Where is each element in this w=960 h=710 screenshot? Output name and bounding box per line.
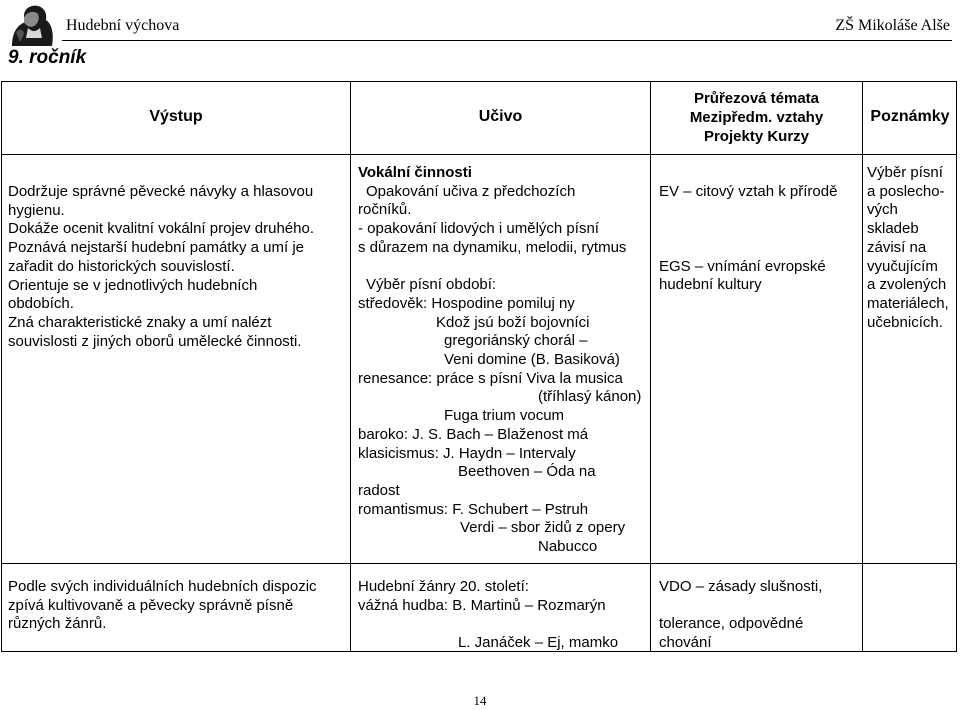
- grade-title: 9. ročník: [8, 47, 87, 68]
- column-header-prurezova: [651, 89, 862, 146]
- text-line: různých žánrů.: [8, 615, 107, 633]
- text-line: a poslecho-: [867, 182, 945, 200]
- row1-prurezova: [659, 183, 837, 295]
- text-line: Hudební žánry 20. století:: [358, 578, 529, 595]
- text-line: Zná charakteristické znaky a umí nalézt: [8, 313, 272, 331]
- text-line: L. Janáček – Ej, mamko: [458, 634, 619, 652]
- text-line: hudební kultury: [659, 276, 762, 294]
- text-line: obdobích.: [8, 295, 74, 313]
- column-header-ucivo: Učivo: [478, 108, 523, 125]
- text-line: materiálech,: [867, 294, 949, 312]
- text-line: Fuga trium vocum: [444, 407, 565, 425]
- text-line: (tříhlasý kánon): [538, 388, 642, 406]
- text-line: radost: [358, 481, 400, 499]
- school-logo: [6, 2, 56, 46]
- text-line: EV – citový vztah k přírodě: [659, 183, 838, 200]
- text-line: Dokáže ocenit kvalitní vokální projev druhého.: [8, 220, 315, 238]
- text-line: souvislosti z jiných oborů umělecké činnosti.: [8, 332, 302, 350]
- text-line: tolerance, odpovědné: [659, 615, 804, 633]
- text-line: ročníků.: [358, 201, 412, 219]
- text-line: Beethoven – Óda na: [458, 463, 596, 481]
- text-line: vážná hudba: B. Martinů – Rozmarýn: [358, 596, 606, 614]
- row2-vystup: [8, 578, 317, 634]
- text-line: zařadit do historických souvislostí.: [8, 257, 235, 275]
- section-heading: Vokální činnosti: [358, 164, 472, 181]
- text-line: závisí na: [867, 238, 927, 256]
- text-line: středověk: Hospodine pomiluj ny: [358, 294, 575, 312]
- row-divider: [1, 563, 957, 564]
- text-line: učebnicích.: [867, 313, 943, 331]
- text-line: baroko: J. S. Bach – Blaženost má: [358, 425, 589, 443]
- header-row-divider: [1, 154, 957, 155]
- text-line: Kdož jsú boží bojovníci: [436, 313, 590, 331]
- text-line: romantismus: F. Schubert – Pstruh: [358, 500, 589, 518]
- text-line: vyučujícím: [867, 257, 938, 275]
- text-line: Nabucco: [538, 538, 598, 556]
- school-name: ZŠ Mikoláše Alše: [835, 17, 950, 34]
- column-divider: [350, 81, 351, 652]
- header-divider: [62, 40, 952, 41]
- text-line: skladeb: [867, 220, 919, 238]
- text-line: a zvolených: [867, 276, 947, 294]
- spacer: [358, 258, 641, 277]
- text-line: gregoriánský chorál –: [444, 332, 588, 350]
- column-header-poznamky: Poznámky: [870, 108, 950, 125]
- text-line: Výběr písní: [867, 164, 943, 181]
- row1-vystup: [8, 183, 314, 351]
- text-line: - opakování lidových i umělých písní: [358, 220, 599, 238]
- column-header-vystup: Výstup: [149, 108, 203, 125]
- column-divider: [862, 81, 863, 652]
- text-line: EGS – vnímání evropské: [659, 257, 826, 275]
- text-line: renesance: práce s písní Viva la musica: [358, 369, 623, 387]
- row1-poznamky: [867, 164, 949, 332]
- text-line: Podle svých individuálních hudebních dispozic: [8, 578, 317, 595]
- text-line: hygienu.: [8, 201, 65, 219]
- spacer: [358, 615, 618, 634]
- column-divider: [650, 81, 651, 652]
- text-line: Opakování učiva z předchozích: [366, 182, 576, 200]
- text-line: chování: [659, 634, 712, 652]
- text-line: VDO – zásady slušnosti,: [659, 578, 823, 595]
- page-number: 14: [473, 693, 487, 708]
- column-header-prurezova-line: Mezipředm. vztahy: [689, 109, 824, 126]
- text-line: klasicismus: J. Haydn – Intervaly: [358, 444, 576, 462]
- text-line: vých: [867, 201, 898, 219]
- column-header-prurezova-line: Projekty Kurzy: [703, 128, 810, 145]
- text-line: Výběr písní období:: [366, 276, 497, 294]
- spacer: [659, 597, 822, 616]
- text-line: Veni domine (B. Basiková): [444, 351, 620, 369]
- text-line: Verdi – sbor židů z opery: [460, 519, 626, 537]
- column-header-prurezova-line: Průřezová témata: [693, 90, 820, 107]
- text-line: Dodržuje správné pěvecké návyky a hlasovou: [8, 183, 314, 200]
- text-line: zpívá kultivovaně a pěvecky správně písně: [8, 596, 294, 614]
- spacer: [659, 202, 837, 258]
- text-line: Poznává nejstarší hudební památky a umí je: [8, 239, 305, 257]
- text-line: s důrazem na dynamiku, melodii, rytmus: [358, 238, 627, 256]
- text-line: Orientuje se v jednotlivých hudebních: [8, 276, 258, 294]
- row2-ucivo: [358, 578, 618, 653]
- row1-ucivo: [358, 164, 641, 557]
- subject-title: Hudební výchova: [66, 17, 180, 34]
- row2-prurezova: [659, 578, 822, 653]
